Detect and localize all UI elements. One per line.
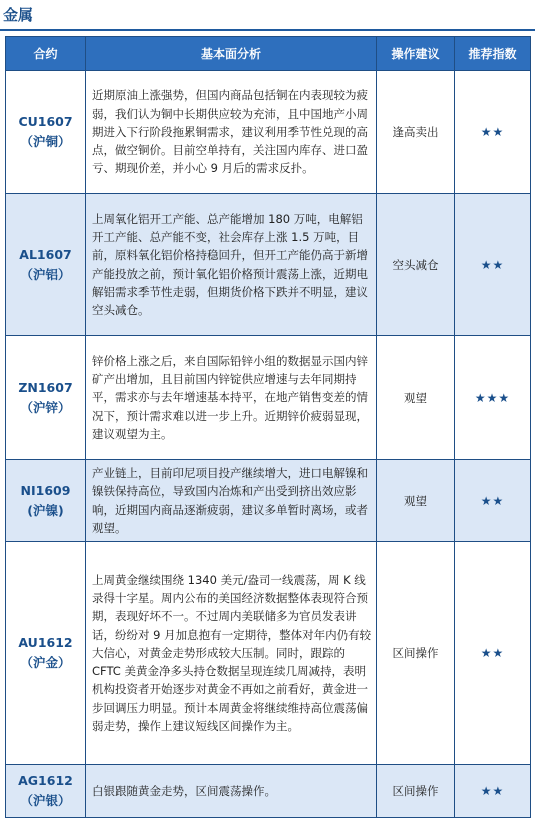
header-rating: 推荐指数 [455,37,531,71]
advice-cell: 观望 [377,460,455,542]
contract-cell [6,460,86,542]
contract-cell [6,71,86,194]
rating-stars: ★★ [455,71,531,194]
analysis-cell: 上周氧化铝开工产能、总产能增加 180 万吨，电解铝开工产能、总产能不变，社会库存上涨 1.5 万吨，目前，原料氧化铝价格持稳回升，但开工产能仍高于新增产能投放之前，预计氧化铝价格预计震荡上涨，近期电解铝需求季节性走弱，但期货价格下跌并不明显，建议空头减仓。 [86,194,377,336]
contract-name: （沪铜） [20,134,71,149]
analysis-cell: 上周黄金继续围绕 1340 美元/盎司一线震荡，周 K 线录得十字星。周内公布的美国经济数据整体表现符合预期，表现好坏不一。不过周内美联储多为官员发表讲话，纷纷对 9 月加息抱有一定期待，整体对年内仍有较大信心，对黄金走势形成较大压制。同时，跟踪的 CFTC 美黄金净多头持仓数据呈现连续几周减持，表明机构投资者开始逐步对黄金不再如之前看好，黄金进一步回调压力明显。预计本周黄金将继续维持高位震荡偏弱走势，操作上建议短线区间操作为主。 [86,542,377,765]
contract-code: ZN1607 [18,379,73,395]
header-analysis: 基本面分析 [86,37,377,71]
contract-cell [6,336,86,460]
rating-stars: ★★★ [455,336,531,460]
contract-cell [6,765,86,818]
metals-table [5,36,531,818]
title-divider [0,29,535,31]
contract-name: （沪金） [20,655,71,670]
contract-code: CU1607 [18,114,73,129]
analysis-cell: 白银跟随黄金走势，区间震荡操作。 [86,765,377,818]
table-row [6,336,531,460]
table-row [6,542,531,765]
contract-name: (沪镍) [27,502,64,518]
contract-code: AG1612 [18,773,73,788]
rating-stars: ★★ [455,765,531,818]
advice-cell: 空头减仓 [377,194,455,336]
rating-stars: ★★ [455,194,531,336]
contract-code: AL1607 [19,246,72,262]
table-row [6,194,531,336]
advice-cell: 区间操作 [377,542,455,765]
section-title: 金属 [3,6,34,24]
contract-cell [6,194,86,336]
analysis-cell: 锌价格上涨之后，来自国际铅锌小组的数据显示国内锌矿产出增加，且目前国内锌锭供应增速与去年同期持平，需求亦与去年增速基本持平，在地产销售变差的情况下，预计需求难以进一步上升。近期锌价疲弱显现，建议观望为主。 [86,336,377,460]
contract-name: （沪锌） [20,399,71,415]
header-contract: 合约 [6,37,86,71]
contract-name: （沪银） [20,793,71,808]
header-advice: 操作建议 [377,37,455,71]
rating-stars: ★★ [455,542,531,765]
contract-name: （沪铝） [20,266,71,282]
table-row [6,765,531,818]
advice-cell: 逢高卖出 [377,71,455,194]
table-row [6,71,531,194]
table-header-row [6,37,531,71]
advice-cell: 区间操作 [377,765,455,818]
contract-cell [6,542,86,765]
contract-code: AU1612 [18,635,73,650]
analysis-cell: 近期原油上涨强势，但国内商品包括铜在内表现较为疲弱，我们认为铜中长期供应较为充沛，且中国地产小周期进入下行阶段拖累铜需求，建议利用季节性兑现的高点，做空铜价。目前空单持有，关注国内库存、进口盈亏、期现价差，并小心 9 月后的需求反扑。 [86,71,377,194]
advice-cell: 观望 [377,336,455,460]
contract-code: NI1609 [20,482,71,498]
table-row [6,460,531,542]
analysis-cell: 产业链上，目前印尼项目投产继续增大，进口电解镍和镍铁保持高位，导致国内冶炼和产出受到挤出效应影响，近期国内商品逐渐疲弱，建议多单暂时离场，或者观望。 [86,460,377,542]
rating-stars: ★★ [455,460,531,542]
